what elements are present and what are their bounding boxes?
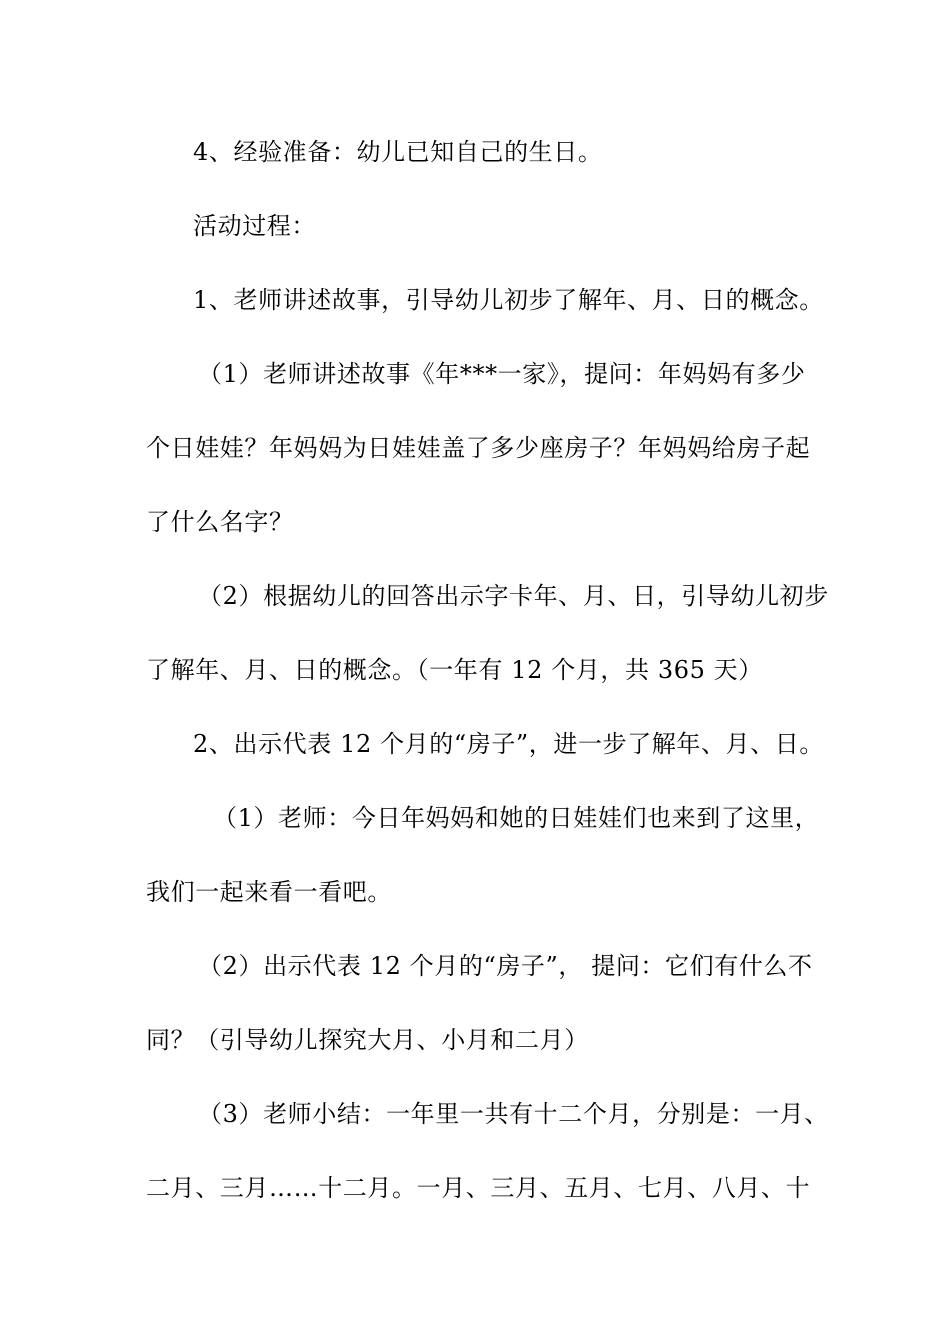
paragraph-experience-prep: 4、经验准备：幼儿已知自己的生日。: [193, 138, 603, 166]
step-1-1-line-1: （1）老师讲述故事《年***一家》，提问：年妈妈有多少: [198, 360, 806, 388]
step-1-2-line-1: （2）根据幼儿的回答出示字卡年、月、日，引导幼儿初步: [198, 582, 829, 610]
step-1-2-line-2: 了解年、月、日的概念。（一年有 12 个月，共 365 天）: [146, 656, 763, 684]
step-2-3-line-2: 二月、三月……十二月。一月、三月、五月、七月、八月、十: [146, 1174, 811, 1202]
step-2-2-line-2: 同？（引导幼儿探究大月、小月和二月）: [146, 1026, 589, 1054]
step-1-1-line-2: 个日娃娃？年妈妈为日娃娃盖了多少座房子？年妈妈给房子起: [146, 434, 811, 462]
step-2-heading: 2、出示代表 12 个月的“房子”，进一步了解年、月、日。: [193, 730, 825, 758]
step-2-3-line-1: （3）老师小结：一年里一共有十二个月，分别是：一月、: [198, 1100, 829, 1128]
step-2-2-line-1: （2）出示代表 12 个月的“房子”， 提问：它们有什么不: [198, 952, 813, 980]
step-2-1-line-1: （1）老师：今日年妈妈和她的日娃娃们也来到了这里，: [213, 804, 820, 832]
heading-activity-process: 活动过程：: [193, 212, 316, 240]
step-2-1-line-2: 我们一起来看一看吧。: [146, 878, 392, 906]
step-1-1-line-3: 了什么名字？: [146, 508, 294, 536]
step-1-heading: 1、老师讲述故事，引导幼儿初步了解年、月、日的概念。: [193, 286, 824, 314]
